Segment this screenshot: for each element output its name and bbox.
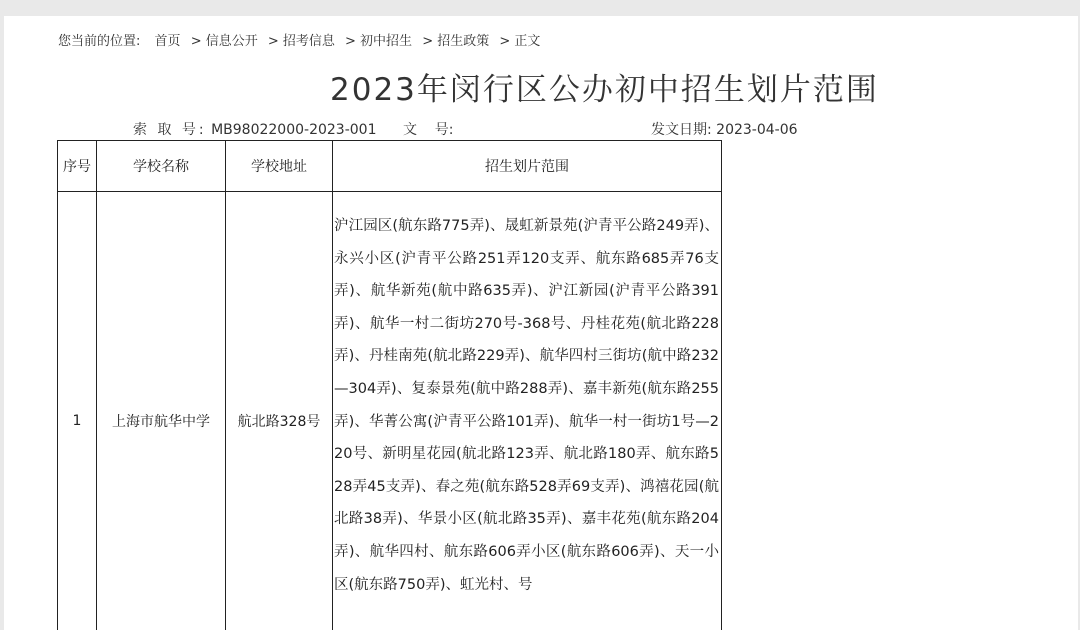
index-number [133,119,376,139]
breadcrumb [58,30,540,49]
publish-date-label: 发文日期: [651,122,712,138]
header-school-address: 学校地址 [226,141,333,192]
page-title: 2023年闵行区公办初中招生划片范围 [330,72,879,108]
breadcrumb-label: 您当前的位置: [58,34,141,49]
row-no: 1 [58,192,97,630]
header-no: 序号 [58,141,97,192]
document-number [403,119,454,139]
enrollment-table [57,140,722,630]
index-number-label: 索 取 号: [133,122,207,138]
row-enrollment-range: 沪江园区(航东路775弄)、晟虹新景苑(沪青平公路249弄)、永兴小区(沪青平公路251弄120支弄、航东路685弄76支弄)、航华新苑(航中路635弄)、沪江新园(沪青平公路391弄)、航华一村二街坊270号-368号、丹桂花苑(航北路228弄)、丹桂南苑(航北路229弄)、航华四村三街坊(航中路232—304弄)、复泰景苑(航中路288弄)、嘉丰新苑(航东路255弄)、华菁公寓(沪青平公路101弄)、航华一村一街坊1号—220号、新明星花园(航北路123弄、航北路180弄、航东路528弄45支弄)、春之苑(航东路528弄69支弄)、鸿禧花园(航北路38弄)、华景小区(航北路35弄)、嘉丰花苑(航东路204弄)、航华四村、航东路606弄小区(航东路606弄)、天一小区(航东路750弄)、虹光村、号 [333,192,722,630]
document-number-label: 文 号: [403,122,454,138]
breadcrumb-exam-info-link[interactable]: > 招考信息 [267,34,335,49]
index-number-value: MB98022000-2023-001 [211,122,377,138]
header-enrollment-range: 招生划片范围 [333,141,722,192]
breadcrumb-policy-link[interactable]: > 招生政策 [422,34,490,49]
publish-date [651,119,798,139]
document-page [4,16,1078,630]
breadcrumb-middle-school-link[interactable]: > 初中招生 [345,34,413,49]
publish-date-value: 2023-04-06 [716,122,798,138]
table-row [58,192,722,630]
table-header-row [58,141,722,192]
row-school-address: 航北路328号 [226,192,333,630]
breadcrumb-current: > 正文 [499,34,541,49]
header-school-name: 学校名称 [97,141,226,192]
breadcrumb-home-link[interactable]: 首页 [154,34,181,49]
breadcrumb-info-public-link[interactable]: > 信息公开 [190,34,258,49]
row-school-name: 上海市航华中学 [97,192,226,630]
